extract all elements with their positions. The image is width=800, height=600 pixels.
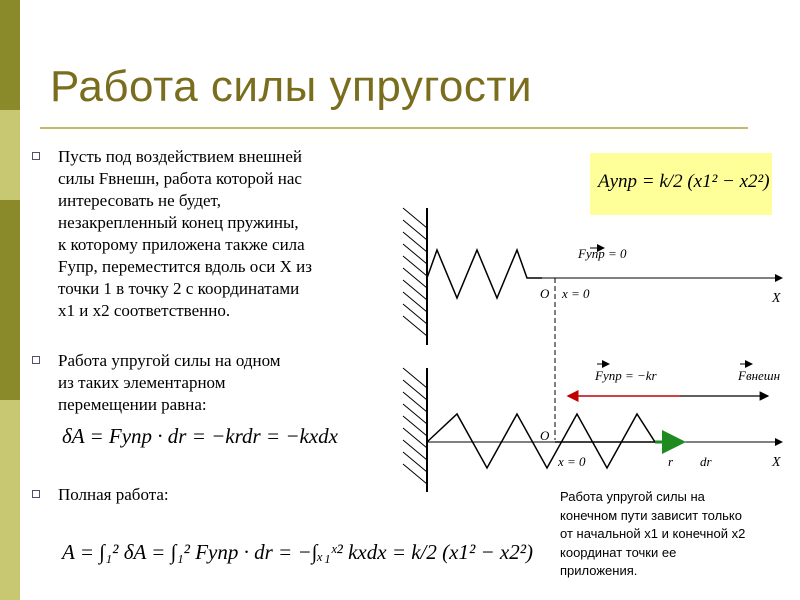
- dr-label: dr: [700, 454, 712, 469]
- hollow-square-bullet-icon: [32, 356, 40, 364]
- title-underline: [40, 127, 748, 129]
- bullet-1-line-7: точки 1 в точку 2 с координатами: [58, 279, 300, 298]
- decor-stripe-3: [0, 200, 20, 400]
- bullet-1-text: [58, 146, 393, 322]
- bullet-3-line-1: Полная работа:: [58, 485, 169, 504]
- slide-title: Работа силы упругости: [50, 62, 533, 111]
- bullet-2-line-3: перемещении равна:: [58, 395, 207, 414]
- bullet-2-line-1: Работа упругой силы на одном: [58, 351, 281, 370]
- top-wall: [403, 208, 427, 345]
- bullet-2-text: [58, 350, 378, 416]
- total-work-formula: A = ∫₁² δA = ∫₁² Fупр · dr = −∫ₓ₁ˣ² kxdx = k/2 (x1² − x2²): [62, 540, 534, 564]
- bullet-1-line-1: Пусть под воздействием внешней: [58, 147, 303, 166]
- elastic-work-formula-box: [590, 153, 772, 215]
- top-axis-label: X: [772, 291, 781, 306]
- note-line-5: приложения.: [560, 563, 638, 578]
- top-coord-label: x = 0: [562, 286, 590, 301]
- external-force-label: Fвнешн: [738, 368, 781, 383]
- note-line-3: от начальной x1 и конечной x2: [560, 526, 746, 541]
- bottom-coord-label: x = 0: [558, 454, 586, 469]
- top-force-label: Fупр = 0: [578, 246, 627, 261]
- note-line-2: конечном пути зависит только: [560, 507, 742, 523]
- bullet-1-line-5: к которому приложена также сила: [58, 235, 305, 254]
- hollow-square-bullet-icon: [32, 152, 40, 160]
- elementary-work-formula: δA = Fупр · dr = −krdr = −kxdx: [62, 424, 338, 448]
- bullet-1-line-6: Fупр, переместится вдоль оси X из: [58, 257, 312, 276]
- r-label: r: [668, 454, 674, 469]
- bullet-1-line-8: x1 и x2 соответственно.: [58, 301, 231, 320]
- bullet-1-line-4: незакрепленный конец пружины,: [58, 213, 299, 232]
- note-line-1: Работа упругой силы на: [560, 489, 705, 504]
- bottom-spring: [427, 414, 680, 468]
- note-line-4: координат точки ее: [560, 544, 677, 560]
- top-spring: [427, 250, 542, 298]
- bullet-1-line-3: интересовать не будет,: [58, 191, 221, 210]
- bullet-2-line-2: из таких элементарном: [58, 373, 226, 392]
- elastic-force-label: Fупр = −kr: [595, 368, 657, 383]
- decor-stripe-4: [0, 400, 20, 600]
- bottom-axis-label: X: [772, 455, 781, 470]
- top-origin-label: O: [540, 286, 550, 301]
- hollow-square-bullet-icon: [32, 490, 40, 498]
- decor-stripe-1: [0, 0, 20, 110]
- bottom-origin-label: O: [540, 428, 550, 443]
- elastic-work-formula: Aупр = k/2 (x1² − x2²): [598, 171, 770, 192]
- decor-stripe-2: [0, 110, 20, 200]
- note-text: [560, 488, 796, 581]
- bullet-1-line-2: силы Fвнешн, работа которой нас: [58, 169, 302, 188]
- bottom-wall: [403, 368, 427, 492]
